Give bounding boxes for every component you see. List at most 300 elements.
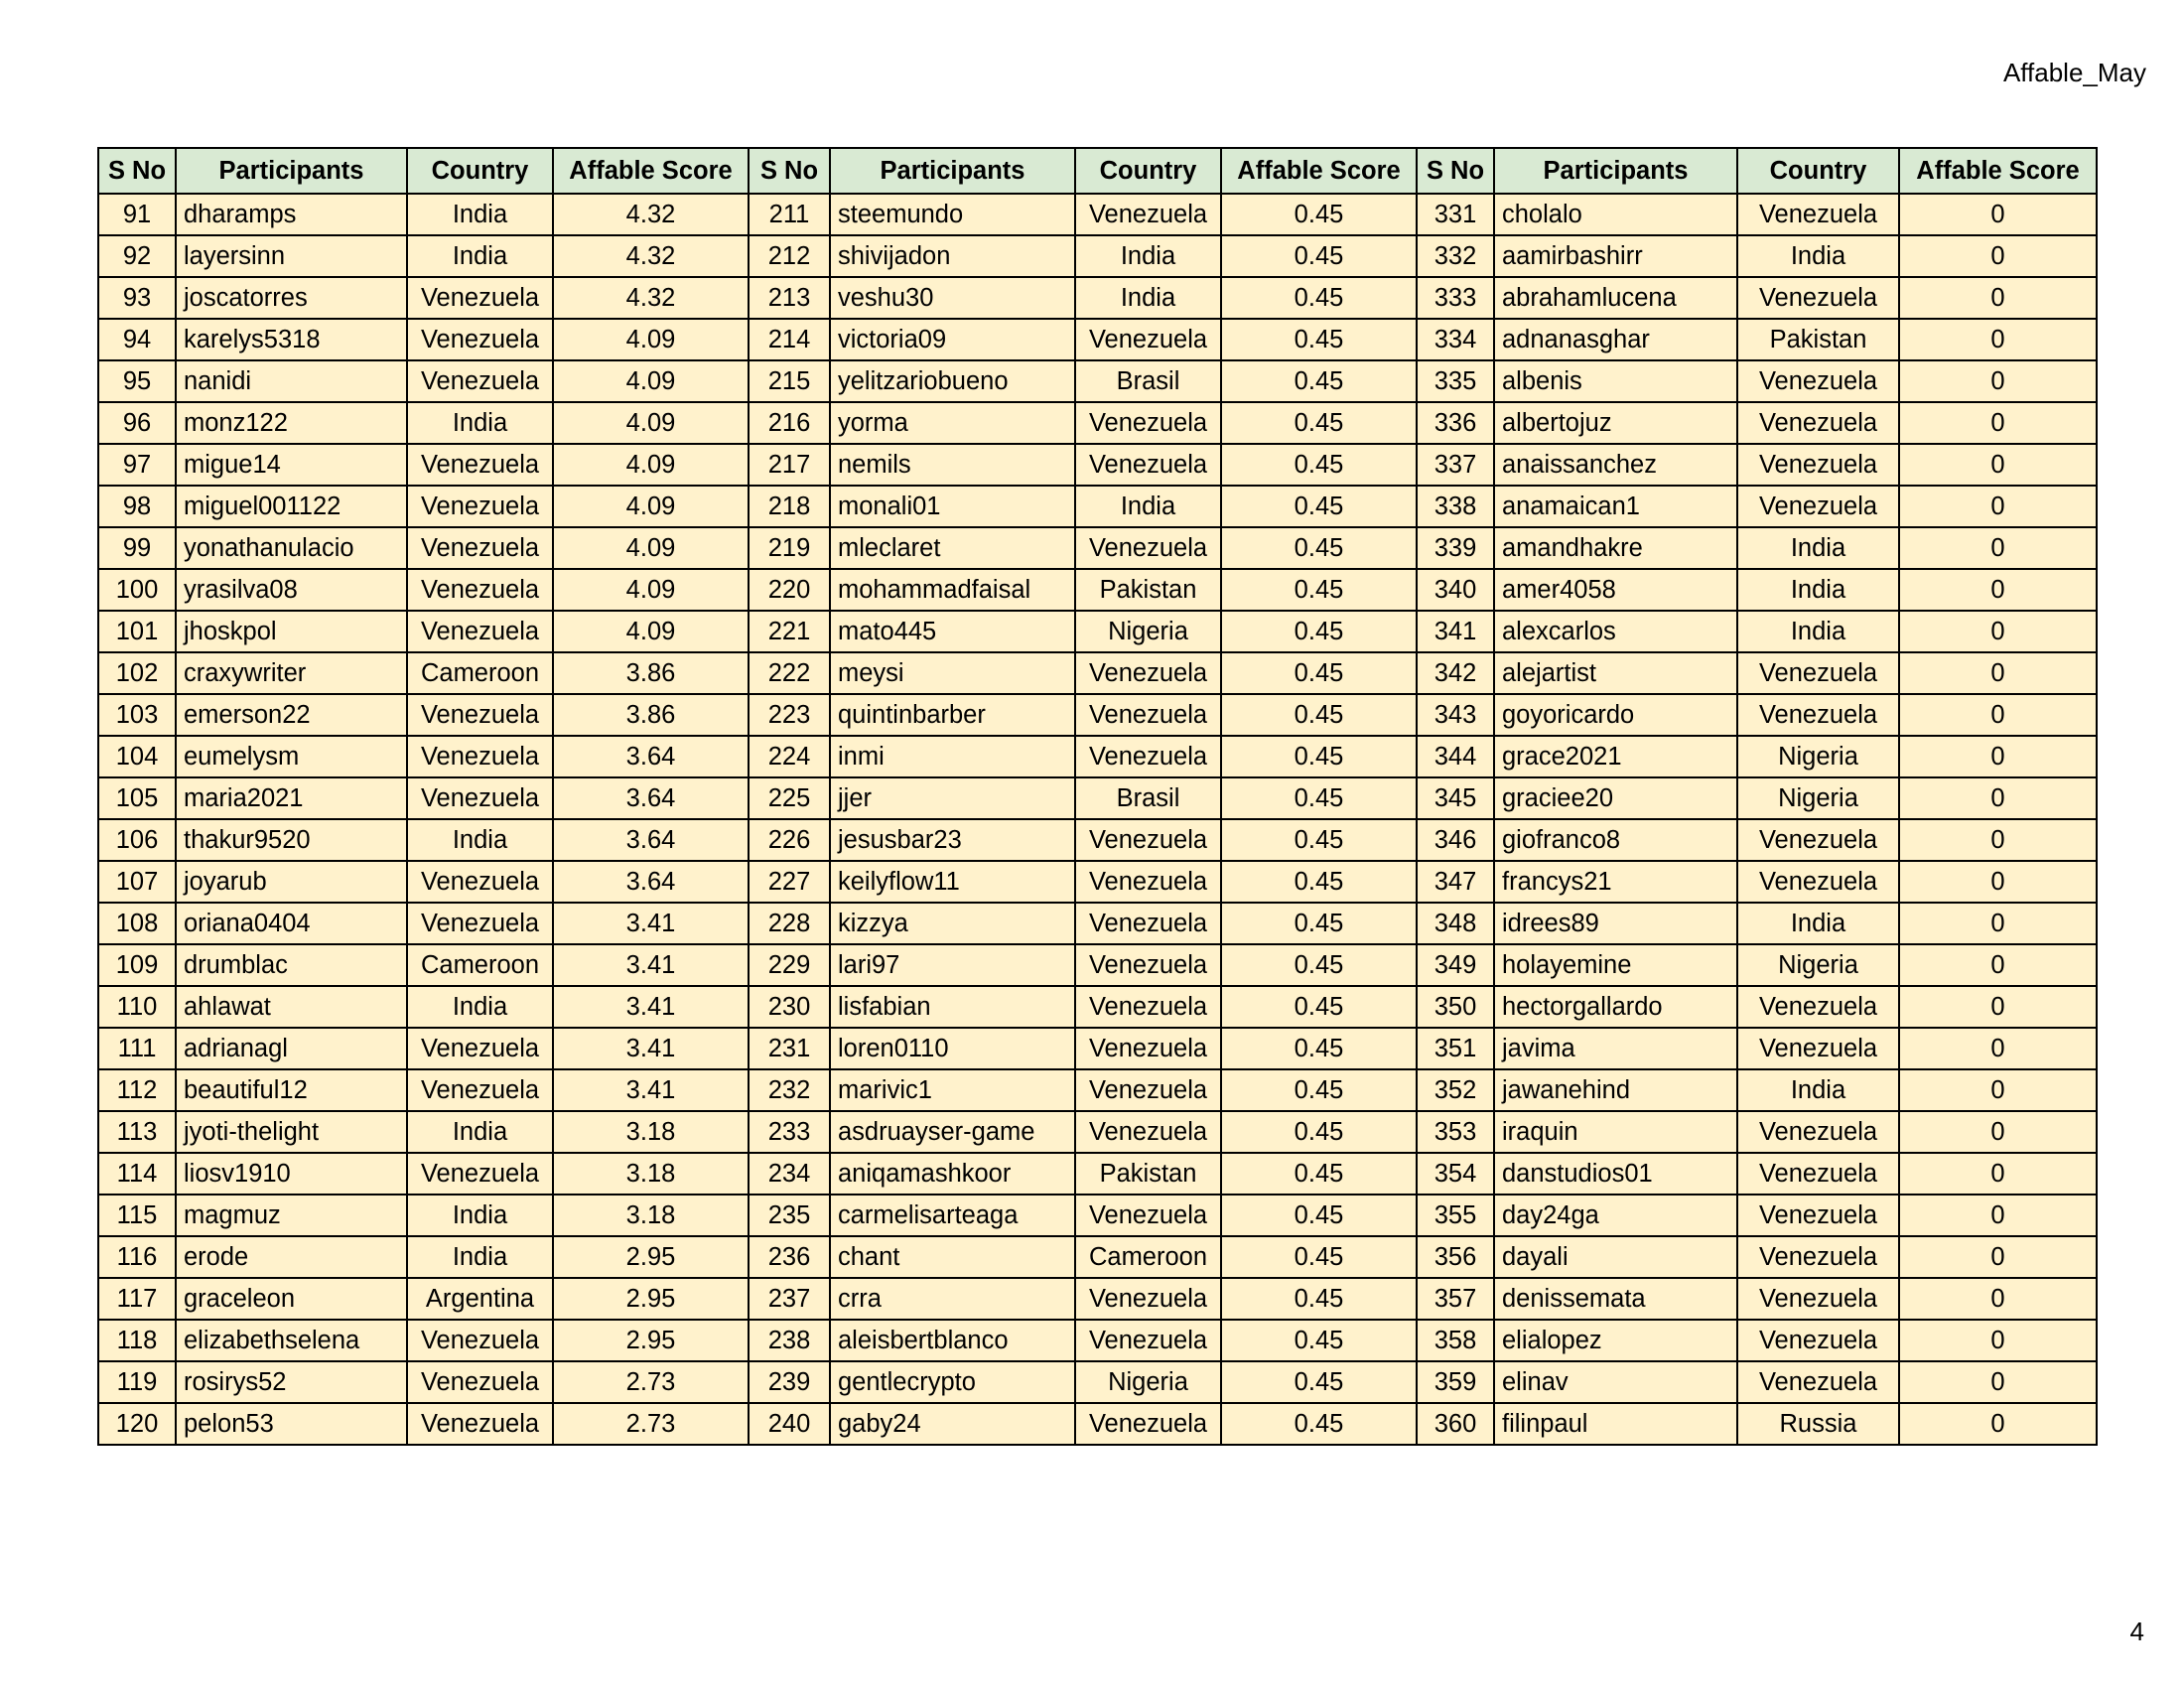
s-no-cell: 110 bbox=[98, 986, 176, 1028]
affable-score-cell: 0 bbox=[1899, 611, 2097, 652]
country-cell: Venezuela bbox=[1737, 1320, 1899, 1361]
country-cell: Venezuela bbox=[1737, 1195, 1899, 1236]
s-no-cell: 113 bbox=[98, 1111, 176, 1153]
affable-score-cell: 0.45 bbox=[1221, 277, 1417, 319]
s-no-cell: 103 bbox=[98, 694, 176, 736]
s-no-cell: 115 bbox=[98, 1195, 176, 1236]
country-cell: Venezuela bbox=[1075, 694, 1221, 736]
country-cell: Venezuela bbox=[1737, 360, 1899, 402]
affable-score-cell: 0 bbox=[1899, 444, 2097, 486]
table-row bbox=[98, 319, 2097, 360]
s-no-cell: 225 bbox=[749, 777, 830, 819]
s-no-cell: 218 bbox=[749, 486, 830, 527]
affable-score-cell: 3.64 bbox=[553, 819, 749, 861]
table-row bbox=[98, 1153, 2097, 1195]
country-cell: Venezuela bbox=[1075, 652, 1221, 694]
s-no-cell: 105 bbox=[98, 777, 176, 819]
participant-cell: rosirys52 bbox=[176, 1361, 407, 1403]
participant-cell: yonathanulacio bbox=[176, 527, 407, 569]
s-no-cell: 211 bbox=[749, 194, 830, 235]
header-participants: Participants bbox=[1494, 148, 1737, 194]
participant-cell: albenis bbox=[1494, 360, 1737, 402]
s-no-cell: 354 bbox=[1417, 1153, 1494, 1195]
s-no-cell: 337 bbox=[1417, 444, 1494, 486]
participant-cell: anaissanchez bbox=[1494, 444, 1737, 486]
s-no-cell: 350 bbox=[1417, 986, 1494, 1028]
affable-score-cell: 0 bbox=[1899, 861, 2097, 903]
affable-score-cell: 4.32 bbox=[553, 235, 749, 277]
affable-score-cell: 0 bbox=[1899, 986, 2097, 1028]
s-no-cell: 228 bbox=[749, 903, 830, 944]
affable-score-cell: 4.09 bbox=[553, 319, 749, 360]
affable-score-cell: 4.09 bbox=[553, 611, 749, 652]
participant-cell: amandhakre bbox=[1494, 527, 1737, 569]
participant-cell: giofranco8 bbox=[1494, 819, 1737, 861]
participant-cell: thakur9520 bbox=[176, 819, 407, 861]
country-cell: Venezuela bbox=[407, 1028, 553, 1069]
country-cell: Venezuela bbox=[1737, 1111, 1899, 1153]
participant-cell: mato445 bbox=[830, 611, 1075, 652]
country-cell: Venezuela bbox=[407, 1153, 553, 1195]
table-row bbox=[98, 1111, 2097, 1153]
participant-cell: elinav bbox=[1494, 1361, 1737, 1403]
table-row bbox=[98, 1278, 2097, 1320]
affable-score-table bbox=[97, 147, 2098, 1446]
participant-cell: marivic1 bbox=[830, 1069, 1075, 1111]
participant-cell: erode bbox=[176, 1236, 407, 1278]
header-s-no: S No bbox=[749, 148, 830, 194]
header-s-no: S No bbox=[98, 148, 176, 194]
s-no-cell: 95 bbox=[98, 360, 176, 402]
country-cell: Venezuela bbox=[1075, 527, 1221, 569]
affable-score-cell: 0 bbox=[1899, 194, 2097, 235]
table-row bbox=[98, 1403, 2097, 1445]
country-cell: Venezuela bbox=[1737, 1236, 1899, 1278]
country-cell: India bbox=[1075, 486, 1221, 527]
country-cell: Venezuela bbox=[1737, 819, 1899, 861]
s-no-cell: 333 bbox=[1417, 277, 1494, 319]
header-s-no: S No bbox=[1417, 148, 1494, 194]
country-cell: India bbox=[1737, 235, 1899, 277]
s-no-cell: 236 bbox=[749, 1236, 830, 1278]
affable-score-cell: 0 bbox=[1899, 277, 2097, 319]
s-no-cell: 101 bbox=[98, 611, 176, 652]
country-cell: Venezuela bbox=[407, 1361, 553, 1403]
participant-cell: iraquin bbox=[1494, 1111, 1737, 1153]
affable-score-cell: 0 bbox=[1899, 944, 2097, 986]
s-no-cell: 352 bbox=[1417, 1069, 1494, 1111]
participant-cell: kizzya bbox=[830, 903, 1075, 944]
country-cell: Argentina bbox=[407, 1278, 553, 1320]
s-no-cell: 222 bbox=[749, 652, 830, 694]
table-row bbox=[98, 444, 2097, 486]
s-no-cell: 353 bbox=[1417, 1111, 1494, 1153]
country-cell: India bbox=[1075, 277, 1221, 319]
affable-score-cell: 0.45 bbox=[1221, 1320, 1417, 1361]
country-cell: India bbox=[407, 819, 553, 861]
s-no-cell: 233 bbox=[749, 1111, 830, 1153]
participant-cell: beautiful12 bbox=[176, 1069, 407, 1111]
participant-cell: graceleon bbox=[176, 1278, 407, 1320]
s-no-cell: 239 bbox=[749, 1361, 830, 1403]
affable-score-cell: 0.45 bbox=[1221, 1236, 1417, 1278]
affable-score-cell: 0.45 bbox=[1221, 861, 1417, 903]
participant-cell: abrahamlucena bbox=[1494, 277, 1737, 319]
participant-cell: nemils bbox=[830, 444, 1075, 486]
table-row bbox=[98, 1195, 2097, 1236]
participant-cell: miguel001122 bbox=[176, 486, 407, 527]
participant-cell: loren0110 bbox=[830, 1028, 1075, 1069]
country-cell: Venezuela bbox=[407, 527, 553, 569]
s-no-cell: 341 bbox=[1417, 611, 1494, 652]
country-cell: Venezuela bbox=[1737, 402, 1899, 444]
country-cell: Venezuela bbox=[1075, 1111, 1221, 1153]
country-cell: India bbox=[1737, 611, 1899, 652]
country-cell: Brasil bbox=[1075, 777, 1221, 819]
participant-cell: dharamps bbox=[176, 194, 407, 235]
participant-cell: shivijadon bbox=[830, 235, 1075, 277]
affable-score-cell: 0 bbox=[1899, 736, 2097, 777]
country-cell: Venezuela bbox=[1075, 402, 1221, 444]
header-affable-score: Affable Score bbox=[1899, 148, 2097, 194]
s-no-cell: 106 bbox=[98, 819, 176, 861]
s-no-cell: 349 bbox=[1417, 944, 1494, 986]
participant-cell: goyoricardo bbox=[1494, 694, 1737, 736]
country-cell: Venezuela bbox=[407, 444, 553, 486]
s-no-cell: 240 bbox=[749, 1403, 830, 1445]
affable-score-cell: 0 bbox=[1899, 903, 2097, 944]
country-cell: Venezuela bbox=[1075, 736, 1221, 777]
affable-score-cell: 0.45 bbox=[1221, 1361, 1417, 1403]
affable-score-cell: 0.45 bbox=[1221, 569, 1417, 611]
s-no-cell: 346 bbox=[1417, 819, 1494, 861]
header-country: Country bbox=[1737, 148, 1899, 194]
participant-cell: idrees89 bbox=[1494, 903, 1737, 944]
country-cell: Venezuela bbox=[1075, 1069, 1221, 1111]
country-cell: Venezuela bbox=[1075, 861, 1221, 903]
s-no-cell: 120 bbox=[98, 1403, 176, 1445]
affable-score-cell: 2.73 bbox=[553, 1361, 749, 1403]
s-no-cell: 111 bbox=[98, 1028, 176, 1069]
country-cell: Nigeria bbox=[1737, 777, 1899, 819]
affable-score-cell: 0.45 bbox=[1221, 611, 1417, 652]
country-cell: Venezuela bbox=[1075, 194, 1221, 235]
country-cell: Nigeria bbox=[1075, 611, 1221, 652]
s-no-cell: 238 bbox=[749, 1320, 830, 1361]
affable-score-cell: 0.45 bbox=[1221, 1111, 1417, 1153]
participant-cell: keilyflow11 bbox=[830, 861, 1075, 903]
country-cell: Venezuela bbox=[407, 1069, 553, 1111]
s-no-cell: 109 bbox=[98, 944, 176, 986]
participant-cell: liosv1910 bbox=[176, 1153, 407, 1195]
s-no-cell: 235 bbox=[749, 1195, 830, 1236]
country-cell: Venezuela bbox=[1075, 1195, 1221, 1236]
country-cell: Venezuela bbox=[407, 736, 553, 777]
country-cell: India bbox=[407, 194, 553, 235]
affable-score-cell: 0.45 bbox=[1221, 319, 1417, 360]
country-cell: India bbox=[407, 1236, 553, 1278]
participant-cell: gaby24 bbox=[830, 1403, 1075, 1445]
affable-score-cell: 3.18 bbox=[553, 1195, 749, 1236]
table-row bbox=[98, 986, 2097, 1028]
country-cell: Nigeria bbox=[1075, 1361, 1221, 1403]
document-header-label: Affable_May bbox=[2002, 58, 2146, 87]
s-no-cell: 227 bbox=[749, 861, 830, 903]
affable-score-cell: 3.18 bbox=[553, 1111, 749, 1153]
affable-score-cell: 0 bbox=[1899, 819, 2097, 861]
s-no-cell: 336 bbox=[1417, 402, 1494, 444]
s-no-cell: 340 bbox=[1417, 569, 1494, 611]
affable-score-cell: 0.45 bbox=[1221, 1195, 1417, 1236]
s-no-cell: 226 bbox=[749, 819, 830, 861]
affable-score-cell: 3.41 bbox=[553, 944, 749, 986]
s-no-cell: 334 bbox=[1417, 319, 1494, 360]
country-cell: Cameroon bbox=[407, 652, 553, 694]
participant-cell: holayemine bbox=[1494, 944, 1737, 986]
affable-score-cell: 0 bbox=[1899, 1278, 2097, 1320]
country-cell: Russia bbox=[1737, 1403, 1899, 1445]
s-no-cell: 343 bbox=[1417, 694, 1494, 736]
country-cell: Nigeria bbox=[1737, 736, 1899, 777]
table-header-row bbox=[98, 148, 2097, 194]
affable-score-cell: 0.45 bbox=[1221, 527, 1417, 569]
country-cell: Venezuela bbox=[1737, 486, 1899, 527]
participant-cell: asdruayser-game bbox=[830, 1111, 1075, 1153]
s-no-cell: 118 bbox=[98, 1320, 176, 1361]
table-row bbox=[98, 694, 2097, 736]
s-no-cell: 92 bbox=[98, 235, 176, 277]
affable-score-cell: 0 bbox=[1899, 235, 2097, 277]
participant-cell: lari97 bbox=[830, 944, 1075, 986]
country-cell: India bbox=[1737, 903, 1899, 944]
table-row bbox=[98, 402, 2097, 444]
country-cell: India bbox=[407, 1195, 553, 1236]
affable-score-cell: 4.09 bbox=[553, 360, 749, 402]
s-no-cell: 221 bbox=[749, 611, 830, 652]
participant-cell: alejartist bbox=[1494, 652, 1737, 694]
affable-score-cell: 3.64 bbox=[553, 861, 749, 903]
affable-score-cell: 0 bbox=[1899, 1111, 2097, 1153]
affable-score-cell: 0 bbox=[1899, 694, 2097, 736]
s-no-cell: 342 bbox=[1417, 652, 1494, 694]
page-number: 4 bbox=[2129, 1617, 2144, 1646]
affable-score-cell: 0.45 bbox=[1221, 1069, 1417, 1111]
s-no-cell: 347 bbox=[1417, 861, 1494, 903]
s-no-cell: 231 bbox=[749, 1028, 830, 1069]
participant-cell: elialopez bbox=[1494, 1320, 1737, 1361]
country-cell: Pakistan bbox=[1075, 569, 1221, 611]
affable-score-cell: 4.09 bbox=[553, 402, 749, 444]
s-no-cell: 216 bbox=[749, 402, 830, 444]
affable-score-cell: 0.45 bbox=[1221, 944, 1417, 986]
s-no-cell: 99 bbox=[98, 527, 176, 569]
s-no-cell: 338 bbox=[1417, 486, 1494, 527]
country-cell: Venezuela bbox=[1737, 1028, 1899, 1069]
s-no-cell: 360 bbox=[1417, 1403, 1494, 1445]
affable-score-cell: 0.45 bbox=[1221, 652, 1417, 694]
s-no-cell: 94 bbox=[98, 319, 176, 360]
affable-score-cell: 0.45 bbox=[1221, 444, 1417, 486]
affable-score-cell: 0.45 bbox=[1221, 819, 1417, 861]
participant-cell: monz122 bbox=[176, 402, 407, 444]
country-cell: Venezuela bbox=[407, 319, 553, 360]
country-cell: Pakistan bbox=[1075, 1153, 1221, 1195]
country-cell: Venezuela bbox=[1737, 1153, 1899, 1195]
country-cell: India bbox=[1737, 527, 1899, 569]
participant-cell: cholalo bbox=[1494, 194, 1737, 235]
participant-cell: maria2021 bbox=[176, 777, 407, 819]
affable-score-cell: 0 bbox=[1899, 1236, 2097, 1278]
country-cell: Venezuela bbox=[1075, 1403, 1221, 1445]
country-cell: India bbox=[1075, 235, 1221, 277]
affable-score-cell: 0.45 bbox=[1221, 1403, 1417, 1445]
participant-cell: grace2021 bbox=[1494, 736, 1737, 777]
participant-cell: lisfabian bbox=[830, 986, 1075, 1028]
table-row bbox=[98, 1069, 2097, 1111]
affable-score-cell: 0 bbox=[1899, 1153, 2097, 1195]
affable-score-cell: 0.45 bbox=[1221, 402, 1417, 444]
participant-cell: adnanasghar bbox=[1494, 319, 1737, 360]
affable-score-cell: 3.41 bbox=[553, 1069, 749, 1111]
country-cell: Cameroon bbox=[407, 944, 553, 986]
affable-score-cell: 0 bbox=[1899, 360, 2097, 402]
affable-score-cell: 4.32 bbox=[553, 194, 749, 235]
s-no-cell: 229 bbox=[749, 944, 830, 986]
table-row bbox=[98, 944, 2097, 986]
participant-cell: yelitzariobueno bbox=[830, 360, 1075, 402]
affable-score-cell: 3.41 bbox=[553, 903, 749, 944]
header-affable-score: Affable Score bbox=[1221, 148, 1417, 194]
affable-score-cell: 0.45 bbox=[1221, 486, 1417, 527]
table-row bbox=[98, 777, 2097, 819]
s-no-cell: 344 bbox=[1417, 736, 1494, 777]
country-cell: Venezuela bbox=[407, 861, 553, 903]
s-no-cell: 237 bbox=[749, 1278, 830, 1320]
country-cell: Pakistan bbox=[1737, 319, 1899, 360]
participant-cell: mohammadfaisal bbox=[830, 569, 1075, 611]
country-cell: Venezuela bbox=[407, 360, 553, 402]
country-cell: Venezuela bbox=[1075, 1028, 1221, 1069]
participant-cell: pelon53 bbox=[176, 1403, 407, 1445]
table-row bbox=[98, 1028, 2097, 1069]
s-no-cell: 102 bbox=[98, 652, 176, 694]
participant-cell: carmelisarteaga bbox=[830, 1195, 1075, 1236]
participant-cell: oriana0404 bbox=[176, 903, 407, 944]
s-no-cell: 230 bbox=[749, 986, 830, 1028]
affable-score-cell: 3.41 bbox=[553, 986, 749, 1028]
participant-cell: filinpaul bbox=[1494, 1403, 1737, 1445]
country-cell: Venezuela bbox=[407, 611, 553, 652]
s-no-cell: 339 bbox=[1417, 527, 1494, 569]
country-cell: Venezuela bbox=[1075, 444, 1221, 486]
affable-score-cell: 2.95 bbox=[553, 1320, 749, 1361]
affable-score-cell: 0.45 bbox=[1221, 777, 1417, 819]
s-no-cell: 223 bbox=[749, 694, 830, 736]
participant-cell: joyarub bbox=[176, 861, 407, 903]
affable-score-cell: 3.64 bbox=[553, 777, 749, 819]
country-cell: Venezuela bbox=[1075, 1278, 1221, 1320]
affable-score-cell: 0.45 bbox=[1221, 360, 1417, 402]
s-no-cell: 348 bbox=[1417, 903, 1494, 944]
country-cell: Venezuela bbox=[1075, 819, 1221, 861]
country-cell: India bbox=[407, 986, 553, 1028]
header-participants: Participants bbox=[830, 148, 1075, 194]
participant-cell: nanidi bbox=[176, 360, 407, 402]
affable-score-cell: 3.41 bbox=[553, 1028, 749, 1069]
s-no-cell: 104 bbox=[98, 736, 176, 777]
affable-score-cell: 0 bbox=[1899, 319, 2097, 360]
affable-score-cell: 0.45 bbox=[1221, 1153, 1417, 1195]
s-no-cell: 117 bbox=[98, 1278, 176, 1320]
s-no-cell: 219 bbox=[749, 527, 830, 569]
affable-score-cell: 0 bbox=[1899, 1028, 2097, 1069]
affable-score-cell: 3.86 bbox=[553, 694, 749, 736]
participant-cell: yorma bbox=[830, 402, 1075, 444]
table-row bbox=[98, 611, 2097, 652]
country-cell: Venezuela bbox=[407, 486, 553, 527]
s-no-cell: 359 bbox=[1417, 1361, 1494, 1403]
table-row bbox=[98, 1361, 2097, 1403]
affable-score-cell: 3.18 bbox=[553, 1153, 749, 1195]
country-cell: Venezuela bbox=[1737, 652, 1899, 694]
participant-cell: monali01 bbox=[830, 486, 1075, 527]
affable-score-cell: 0 bbox=[1899, 1195, 2097, 1236]
s-no-cell: 234 bbox=[749, 1153, 830, 1195]
affable-score-cell: 0.45 bbox=[1221, 986, 1417, 1028]
s-no-cell: 212 bbox=[749, 235, 830, 277]
participant-cell: inmi bbox=[830, 736, 1075, 777]
affable-score-cell: 0.45 bbox=[1221, 736, 1417, 777]
participant-cell: joscatorres bbox=[176, 277, 407, 319]
table-row bbox=[98, 1236, 2097, 1278]
participant-cell: victoria09 bbox=[830, 319, 1075, 360]
s-no-cell: 358 bbox=[1417, 1320, 1494, 1361]
s-no-cell: 96 bbox=[98, 402, 176, 444]
participant-cell: albertojuz bbox=[1494, 402, 1737, 444]
participant-cell: jjer bbox=[830, 777, 1075, 819]
s-no-cell: 93 bbox=[98, 277, 176, 319]
country-cell: Venezuela bbox=[1737, 986, 1899, 1028]
s-no-cell: 331 bbox=[1417, 194, 1494, 235]
table-row bbox=[98, 527, 2097, 569]
table-row bbox=[98, 903, 2097, 944]
s-no-cell: 215 bbox=[749, 360, 830, 402]
country-cell: Venezuela bbox=[407, 1403, 553, 1445]
s-no-cell: 332 bbox=[1417, 235, 1494, 277]
participant-cell: quintinbarber bbox=[830, 694, 1075, 736]
s-no-cell: 114 bbox=[98, 1153, 176, 1195]
affable-score-cell: 0.45 bbox=[1221, 194, 1417, 235]
country-cell: Venezuela bbox=[1737, 861, 1899, 903]
participant-cell: anamaican1 bbox=[1494, 486, 1737, 527]
affable-score-cell: 3.64 bbox=[553, 736, 749, 777]
affable-score-cell: 0 bbox=[1899, 402, 2097, 444]
participant-cell: day24ga bbox=[1494, 1195, 1737, 1236]
country-cell: Cameroon bbox=[1075, 1236, 1221, 1278]
table-row bbox=[98, 277, 2097, 319]
country-cell: India bbox=[407, 1111, 553, 1153]
affable-score-cell: 0 bbox=[1899, 652, 2097, 694]
country-cell: Nigeria bbox=[1737, 944, 1899, 986]
affable-score-cell: 0 bbox=[1899, 569, 2097, 611]
country-cell: Venezuela bbox=[1737, 277, 1899, 319]
table-row bbox=[98, 360, 2097, 402]
country-cell: India bbox=[407, 235, 553, 277]
affable-score-cell: 0.45 bbox=[1221, 694, 1417, 736]
affable-score-cell: 0 bbox=[1899, 1069, 2097, 1111]
affable-score-cell: 0.45 bbox=[1221, 235, 1417, 277]
participant-cell: yrasilva08 bbox=[176, 569, 407, 611]
